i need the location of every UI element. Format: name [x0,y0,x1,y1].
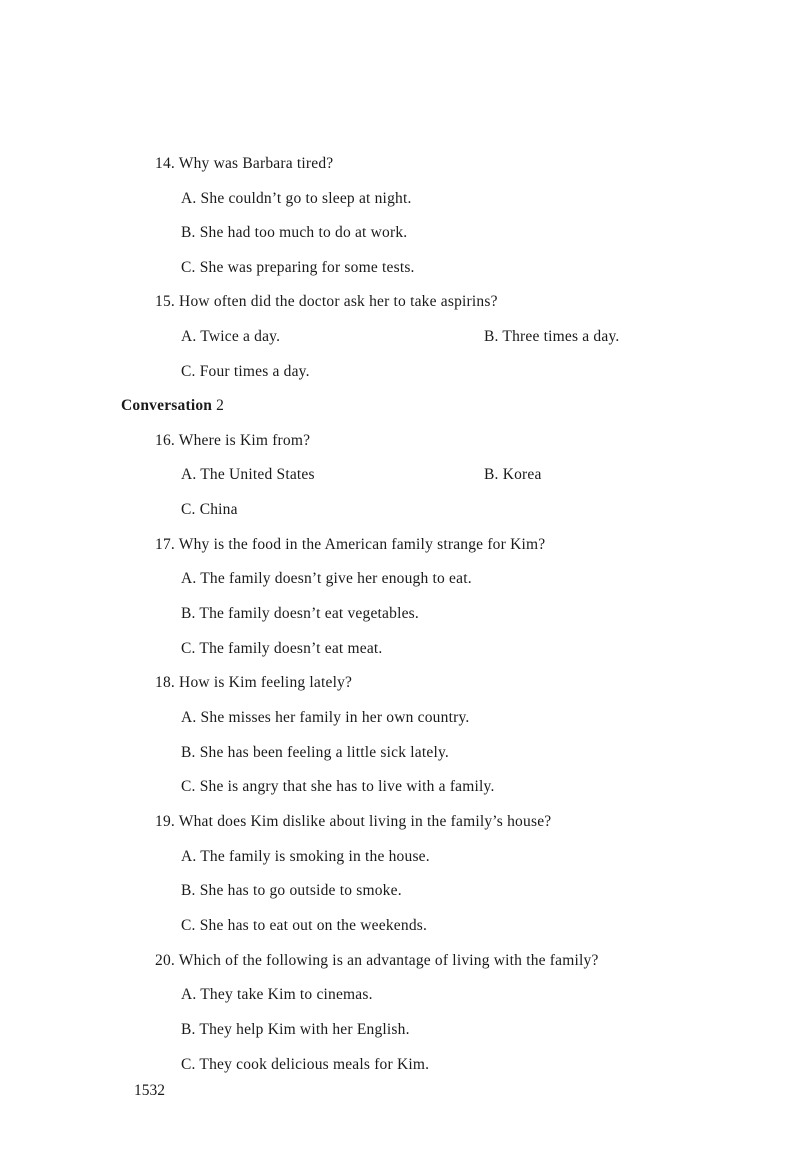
question-19-option-b: B. She has to go outside to smoke. [181,882,402,899]
question-20-option-c: C. They cook delicious meals for Kim. [181,1056,430,1073]
question-17: 17. Why is the food in the American family strange for Kim? [155,536,546,553]
question-20-option-b: B. They help Kim with her English. [181,1021,410,1038]
question-14-option-a: A. She couldn’t go to sleep at night. [181,190,412,207]
question-16-option-b: B. Korea [484,466,542,483]
question-19: 19. What does Kim dislike about living in the family’s house? [155,813,552,830]
question-16: 16. Where is Kim from? [155,432,311,449]
question-18-option-c: C. She is angry that she has to live with a family. [181,778,495,795]
question-15: 15. How often did the doctor ask her to take aspirins? [155,293,498,310]
section-number: 2 [216,397,225,414]
section-title: Conversation [121,397,213,414]
question-17-option-b: B. The family doesn’t eat vegetables. [181,605,419,622]
question-15-option-c: C. Four times a day. [181,363,310,380]
question-20: 20. Which of the following is an advantage of living with the family? [155,952,599,969]
page-number: 1532 [134,1082,165,1099]
question-16-option-a: A. The United States [181,466,315,483]
question-14: 14. Why was Barbara tired? [155,155,334,172]
question-18: 18. How is Kim feeling lately? [155,674,353,691]
question-18-option-b: B. She has been feeling a little sick lately. [181,744,449,761]
question-19-option-c: C. She has to eat out on the weekends. [181,917,428,934]
question-16-option-c: C. China [181,501,238,518]
question-18-option-a: A. She misses her family in her own country. [181,709,470,726]
question-14-option-b: B. She had too much to do at work. [181,224,408,241]
question-19-option-a: A. The family is smoking in the house. [181,848,430,865]
question-14-option-c: C. She was preparing for some tests. [181,259,415,276]
question-20-option-a: A. They take Kim to cinemas. [181,986,373,1003]
section-heading [121,396,224,416]
question-17-option-c: C. The family doesn’t eat meat. [181,640,383,657]
question-15-option-a: A. Twice a day. [181,328,281,345]
question-15-option-b: B. Three times a day. [484,328,620,345]
question-17-option-a: A. The family doesn’t give her enough to eat. [181,570,472,587]
